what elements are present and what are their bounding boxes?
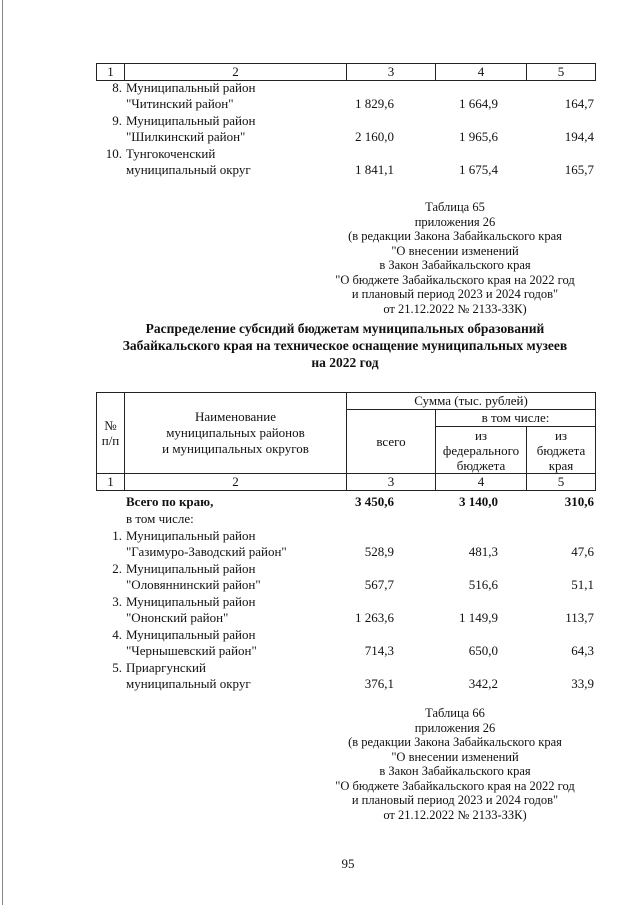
table1-col-4: 4 (436, 64, 527, 81)
table2-head-incl: в том числе: (436, 410, 596, 427)
row-name-line1: Муниципальный район (126, 627, 256, 642)
table1-col-1: 1 (97, 64, 125, 81)
row-number: 3. (112, 594, 122, 609)
cap65-line: приложения 26 (414, 214, 496, 229)
cap65-line: и плановый период 2023 и 2024 годов" (351, 287, 559, 301)
row-name-line2: "Чернышевский район" (126, 643, 257, 658)
table2-num-1: 1 (97, 474, 125, 491)
row-value-c4: 1 675,4 (459, 162, 498, 177)
table-1-row-values (0, 96, 640, 112)
cap65-line: Таблица 65 (425, 200, 485, 214)
table2-head-regional: из бюджета края (527, 427, 596, 474)
cap65-line: в Закон Забайкальского края (379, 258, 531, 272)
row-name-line2: "Газимуро-Заводский район" (126, 544, 287, 559)
row-value-c4: 1 965,6 (459, 129, 498, 144)
table2-total-label: Всего по краю, (126, 494, 214, 509)
table2-head-sum: Сумма (тыс. рублей) (347, 393, 596, 410)
row-value-c5: 64,3 (571, 643, 594, 658)
table-2-row-values (0, 643, 640, 659)
table-2-row-values (0, 676, 640, 692)
row-name-line2: "Оловяннинский район" (126, 577, 261, 592)
row-value-c5: 194,4 (564, 129, 594, 144)
row-value-c5: 165,7 (564, 162, 594, 177)
row-value-c4: 516,6 (468, 577, 498, 592)
table2-num-2: 2 (125, 474, 347, 491)
row-name-line1: Муниципальный район (126, 80, 256, 95)
row-number: 5. (112, 660, 122, 675)
table2-total-c4: 3 140,0 (459, 494, 498, 509)
row-value-c3: 528,9 (364, 544, 394, 559)
cap65-line: "О бюджете Забайкальского края на 2022 год (335, 272, 575, 287)
table-1-row-values (0, 129, 640, 145)
row-name-line1: Муниципальный район (126, 594, 256, 609)
row-name-line1: Приаргунский (126, 660, 206, 675)
table2-head-federal: из федерального бюджета (436, 427, 527, 474)
table2-num-5: 5 (527, 474, 596, 491)
row-number: 2. (112, 561, 122, 576)
row-name-line1: Муниципальный район (126, 113, 256, 128)
cap66-line: приложения 26 (414, 720, 496, 735)
table-2-row (0, 594, 640, 610)
table2-total-c3: 3 450,6 (355, 494, 394, 509)
table-2-row (0, 561, 640, 577)
row-value-c5: 51,1 (571, 577, 594, 592)
title-line: на 2022 год (311, 355, 379, 370)
row-value-c4: 650,0 (468, 643, 498, 658)
row-value-c3: 2 160,0 (355, 129, 394, 144)
row-value-c4: 342,2 (468, 676, 498, 691)
cap65-line: (в редакции Закона Забайкальского края (348, 229, 562, 243)
cap65-line: "О внесении изменений (391, 243, 519, 258)
cap66-line: от 21.12.2022 № 2133-ЗЗК) (383, 807, 527, 822)
row-value-c3: 567,7 (364, 577, 394, 592)
table-1-row (0, 146, 640, 162)
row-value-c3: 376,1 (364, 676, 394, 691)
table2-num-3: 3 (347, 474, 436, 491)
row-value-c3: 1 841,1 (355, 162, 394, 177)
row-number: 8. (112, 80, 122, 95)
row-name-line2: муниципальный округ (126, 676, 251, 691)
row-value-c5: 47,6 (571, 544, 594, 559)
title-line: Забайкальского края на техническое оснащение муниципальных музеев (122, 338, 568, 353)
table2-head-total: всего (347, 410, 436, 474)
table2-incl-row (0, 511, 640, 527)
cap66-line: Таблица 66 (425, 706, 485, 720)
row-name-line2: "Читинский район" (126, 96, 234, 111)
cap66-line: "О внесении изменений (391, 749, 519, 764)
table-2-row (0, 528, 640, 544)
row-value-c4: 1 149,9 (459, 610, 498, 625)
table-2-row-values (0, 544, 640, 560)
cap66-line: (в редакции Закона Забайкальского края (348, 735, 562, 749)
page-number: 95 (341, 856, 355, 871)
row-value-c3: 714,3 (364, 643, 394, 658)
row-number: 10. (105, 146, 122, 161)
table2-head-name: Наименование муниципальных районов и муниципальных округов (125, 393, 347, 474)
row-value-c5: 113,7 (565, 610, 594, 625)
row-value-c4: 481,3 (468, 544, 498, 559)
cap66-line: и плановый период 2023 и 2024 годов" (351, 793, 559, 807)
table1-header (96, 63, 596, 81)
table2-incl-label: в том числе: (126, 511, 194, 526)
row-name-line2: муниципальный округ (126, 162, 251, 177)
row-number: 1. (112, 528, 122, 543)
row-value-c4: 1 664,9 (459, 96, 498, 111)
table-1-row (0, 113, 640, 129)
row-number: 9. (112, 113, 122, 128)
row-value-c3: 1 263,6 (355, 610, 394, 625)
cap66-line: "О бюджете Забайкальского края на 2022 год (335, 778, 575, 793)
caption-table-66 (300, 706, 610, 822)
table-2-row-values (0, 610, 640, 626)
table1-col-2: 2 (125, 64, 347, 81)
table2-head-no: № п/п (97, 393, 125, 474)
table-2-row (0, 627, 640, 643)
table1-col-3: 3 (347, 64, 436, 81)
row-name-line2: "Шилкинский район" (126, 129, 246, 144)
row-name-line1: Тунгокоченский (126, 146, 216, 161)
table-1-row (0, 80, 640, 96)
cap66-line: в Закон Забайкальского края (379, 764, 531, 778)
table2-header (96, 392, 596, 491)
table-2-row (0, 660, 640, 676)
row-name-line2: "Ононский район" (126, 610, 229, 625)
row-value-c5: 164,7 (564, 96, 594, 111)
table2-total-row (0, 494, 640, 510)
table-2-row-values (0, 577, 640, 593)
title-line: Распределение субсидий бюджетам муниципальных образований (145, 321, 545, 336)
caption-table-65 (300, 200, 610, 316)
cap65-line: от 21.12.2022 № 2133-ЗЗК) (383, 301, 527, 316)
page-title (95, 320, 595, 371)
row-number: 4. (112, 627, 122, 642)
table-1-row-values (0, 162, 640, 178)
row-value-c3: 1 829,6 (355, 96, 394, 111)
table1-col-5: 5 (527, 64, 596, 81)
table2-num-4: 4 (436, 474, 527, 491)
row-value-c5: 33,9 (571, 676, 594, 691)
table2-total-c5: 310,6 (564, 494, 594, 509)
row-name-line1: Муниципальный район (126, 561, 256, 576)
row-name-line1: Муниципальный район (126, 528, 256, 543)
